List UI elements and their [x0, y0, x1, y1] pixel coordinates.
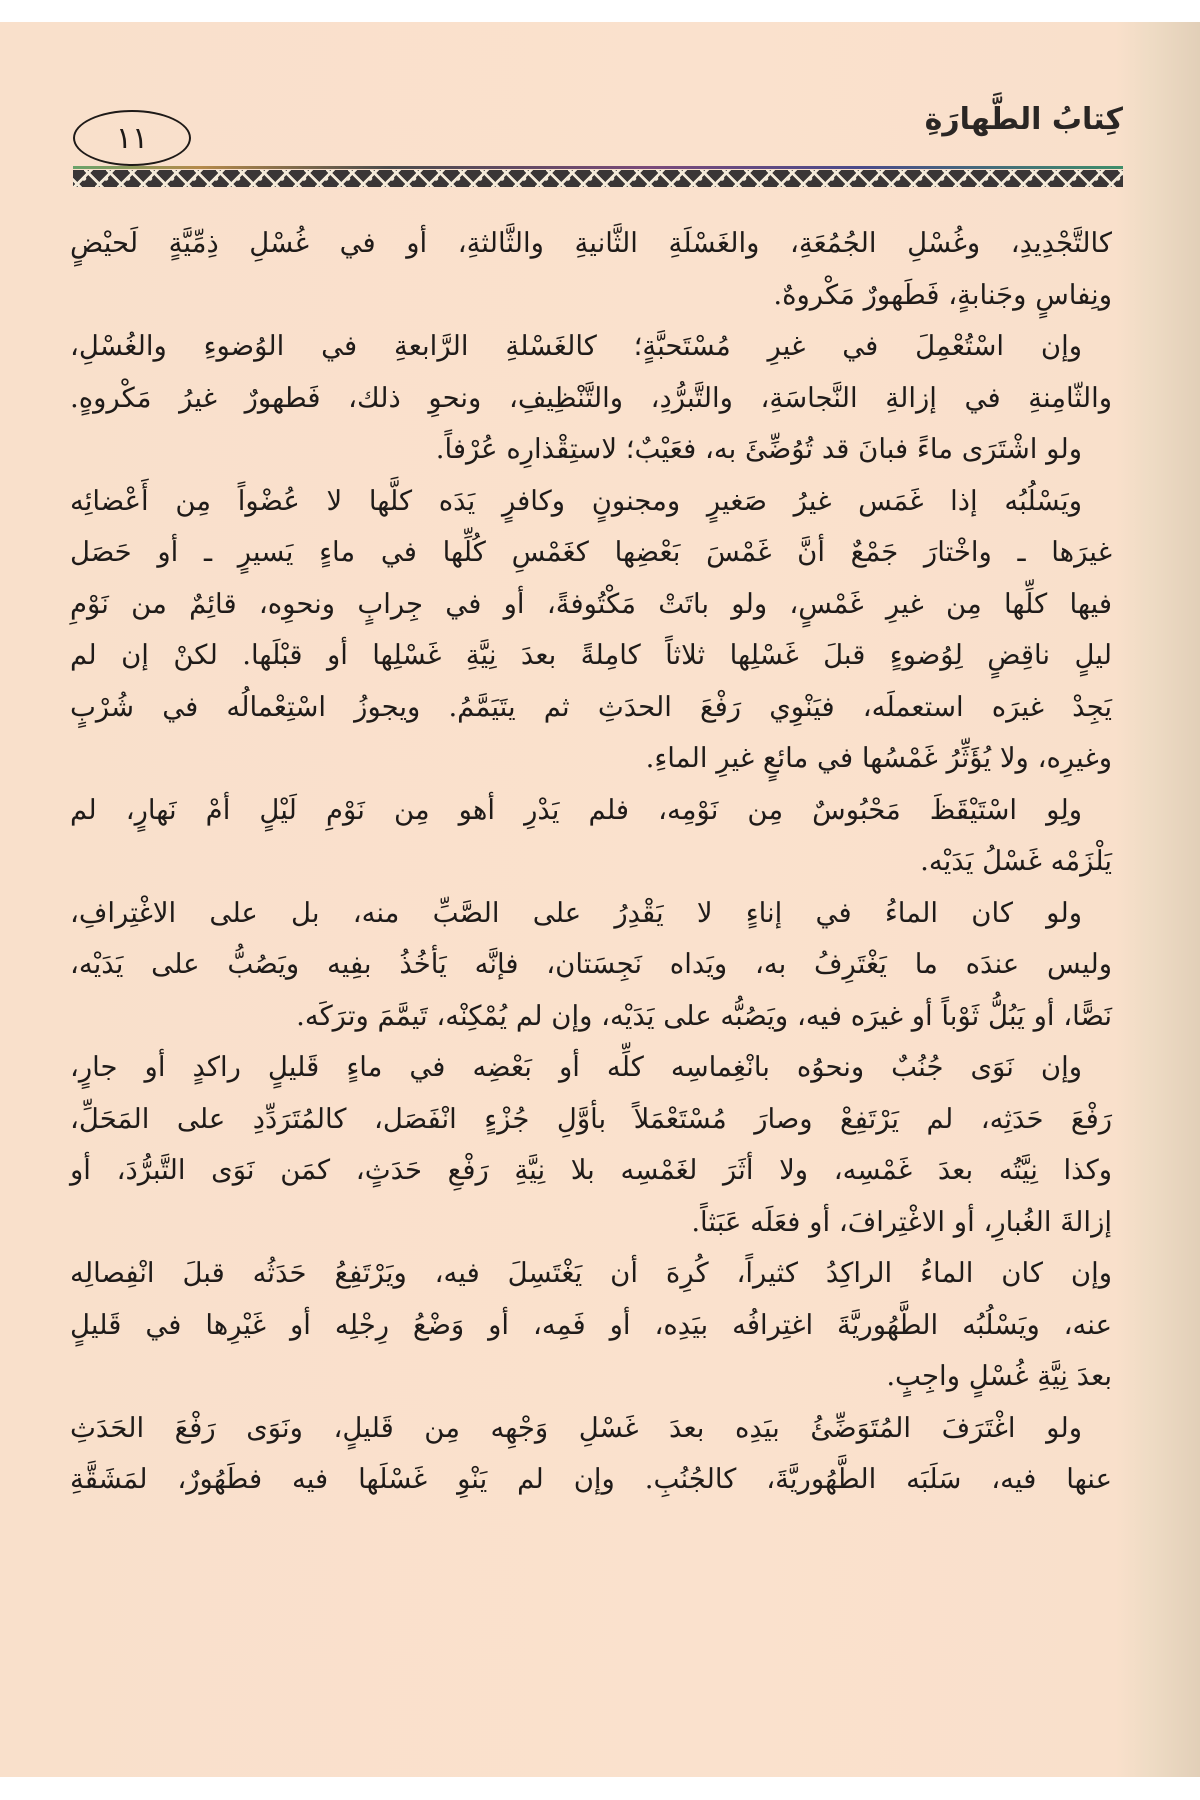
- text-line: ونِفاسٍ وجَنابةٍ، فَطَهورٌ مَكْروهٌ.: [773, 278, 1112, 311]
- text-line: إزالةَ الغُبارِ، أو الاغْتِرافَ، أو فعَلَه عَبَثاً.: [691, 1205, 1112, 1238]
- text-line: ولو اغْتَرَفَ المُتَوَضِّئُ بيَدِه بعدَ غَسْلِ وَجْهِه مِن قَليلٍ، ونَوَى رَفْعَ الحَدَثِ: [70, 1411, 1082, 1444]
- paragraph: [70, 1248, 1112, 1403]
- page-number-badge: [73, 110, 191, 166]
- paragraph: [70, 218, 1112, 321]
- paragraph: [70, 785, 1112, 888]
- text-line: فيها كلِّها مِن غيرِ غَمْسٍ، ولو باتَتْ مَكْتُوفةً، أو في جِرابٍ ونحوِه، قائِمٌ من نَوْمِ: [70, 587, 1112, 620]
- paragraph: [70, 321, 1112, 424]
- text-line: وإن اسْتُعْمِلَ في غيرِ مُسْتَحبَّةٍ؛ كالغَسْلةِ الرَّابعةِ في الوُضوءِ والغُسْلِ،: [70, 330, 1082, 362]
- text-line: رَفْعَ حَدَثِه، لم يَرْتَفِعْ وصارَ مُسْتَعْمَلاً بأوَّلِ جُزْءٍ انْفَصَل، كالمُتَرَدِّدِ على المَحَلِّ،: [70, 1102, 1112, 1135]
- ornament-top-line: [73, 166, 1123, 169]
- text-line: وإن نَوَى جُنُبٌ ونحوُه بانْغِماسِه كلِّه أو بَعْضِه في ماءٍ قَليلٍ راكدٍ أو جارٍ،: [70, 1051, 1082, 1083]
- paragraph: [70, 888, 1112, 1043]
- text-line: والثّامِنةِ في إزالةِ النَّجاسَةِ، والتَّبرُّدِ، والتَّنْظِيفِ، ونحوِ ذلك، فَطهورٌ غيرُ مَكْروهٍ.: [70, 381, 1112, 414]
- text-line: ولو كان الماءُ في إناءٍ لا يَقْدِرُ على الصَّبِّ منه، بل على الاغْتِرافِ،: [70, 896, 1082, 929]
- text-line: عنها فيه، سَلَبَه الطَّهُوريَّةَ، كالجُنُبِ. وإن لم يَنْوِ غَسْلَها فيه فطَهُورٌ، لمَشَقَّةِ: [70, 1463, 1112, 1495]
- text-line: وغيرِه، ولا يُؤَثِّرُ غَمْسُها في مائعٍ غيرِ الماءِ.: [645, 742, 1112, 774]
- paragraph: [70, 1403, 1112, 1506]
- text-line: يَجِدْ غيرَه استعملَه، فيَنْوِي رَفْعَ الحدَثِ ثم يتَيَمَّمُ. ويجوزُ اسْتِعْمالُه في شُرْبٍ: [70, 690, 1112, 723]
- text-line: ليلٍ ناقِضٍ لِوُضوءٍ قبلَ غَسْلِها ثلاثاً كامِلةً بعدَ نِيَّةِ غَسْلِها أو قبْلَها. لكنْ إن لم: [70, 639, 1112, 671]
- text-line: ولِو اسْتَيْقَظَ مَحْبُوسٌ مِن نَوْمِه، فلم يَدْرِ أهو مِن نَوْمِ لَيْلٍ أمْ نَهارٍ، لم: [70, 793, 1082, 826]
- text-line: وإن كان الماءُ الراكِدُ كثيراً، كُرِهَ أن يَغْتَسِلَ فيه، ويَرْتَفِعُ حَدَثُه قبلَ انْفِصالِه: [70, 1257, 1112, 1289]
- body-text: [70, 218, 1112, 1506]
- text-line: كالتَّجْدِيدِ، وغُسْلِ الجُمُعَةِ، والغَسْلَةِ الثَّانيةِ والثَّالثةِ، أو في غُسْلِ ذِمِّيَّةٍ لَحيْضٍ: [70, 227, 1112, 259]
- text-line: وليس عندَه ما يَغْتَرِفُ به، ويَداه نَجِسَتان، فإنَّه يَأخُذُ بفِيه ويَصُبُّ على يَدَيْه،: [70, 948, 1112, 980]
- paragraph: [70, 1042, 1112, 1248]
- text-line: يَلْزَمْه غَسْلُ يَدَيْه.: [920, 845, 1112, 877]
- paragraph: [70, 424, 1112, 476]
- paragraph: [70, 476, 1112, 785]
- text-line: بعدَ نِيَّةِ غُسْلٍ واجِبٍ.: [886, 1360, 1112, 1392]
- text-line: نَصًّا، أو يَبُلُّ ثَوْباً أو غيرَه فيه، ويَصُبُّه على يَدَيْه، وإن لم يُمْكِنْه، تَيمَّمَ وترَكَه.: [296, 999, 1112, 1032]
- text-line: وكذا نِيَّتُه بعدَ غَمْسِه، ولا أثَرَ لغَمْسِه بلا نِيَّةِ رَفْعِ حَدَثٍ، كمَن نَوَى التَّبرُّدَ، أو: [70, 1154, 1112, 1186]
- ornament-pattern-band: [73, 170, 1123, 187]
- running-title: كِتابُ الطَّهارَةِ: [924, 102, 1123, 137]
- text-line: عنه، ويَسْلُبُه الطَّهُوريَّةَ اغتِرافُه بيَدِه، أو فَمِه، أو وَضْعُ رِجْلِه أو غَيْرِها في قَليلٍ: [70, 1308, 1112, 1341]
- decorative-border: [73, 166, 1123, 188]
- text-line: غيرَها ـ واخْتارَ جَمْعٌ أنَّ غَمْسَ بَعْضِها كغَمْسِ كُلِّها في ماءٍ يَسيرٍ ـ أو حَصَل: [70, 536, 1112, 568]
- text-line: ولو اشْتَرَى ماءً فبانَ قد تُوُضِّئَ به، فعَيْبٌ؛ لاستِقْذارِه عُرْفاً.: [435, 433, 1082, 465]
- page-number: ١١: [115, 120, 149, 156]
- text-line: ويَسْلُبُه إذا غَمَس غيرُ صَغيرٍ ومجنونٍ وكافرٍ يَدَه كلَّها لا عُضْواً مِن أَعْضائِه: [70, 484, 1082, 517]
